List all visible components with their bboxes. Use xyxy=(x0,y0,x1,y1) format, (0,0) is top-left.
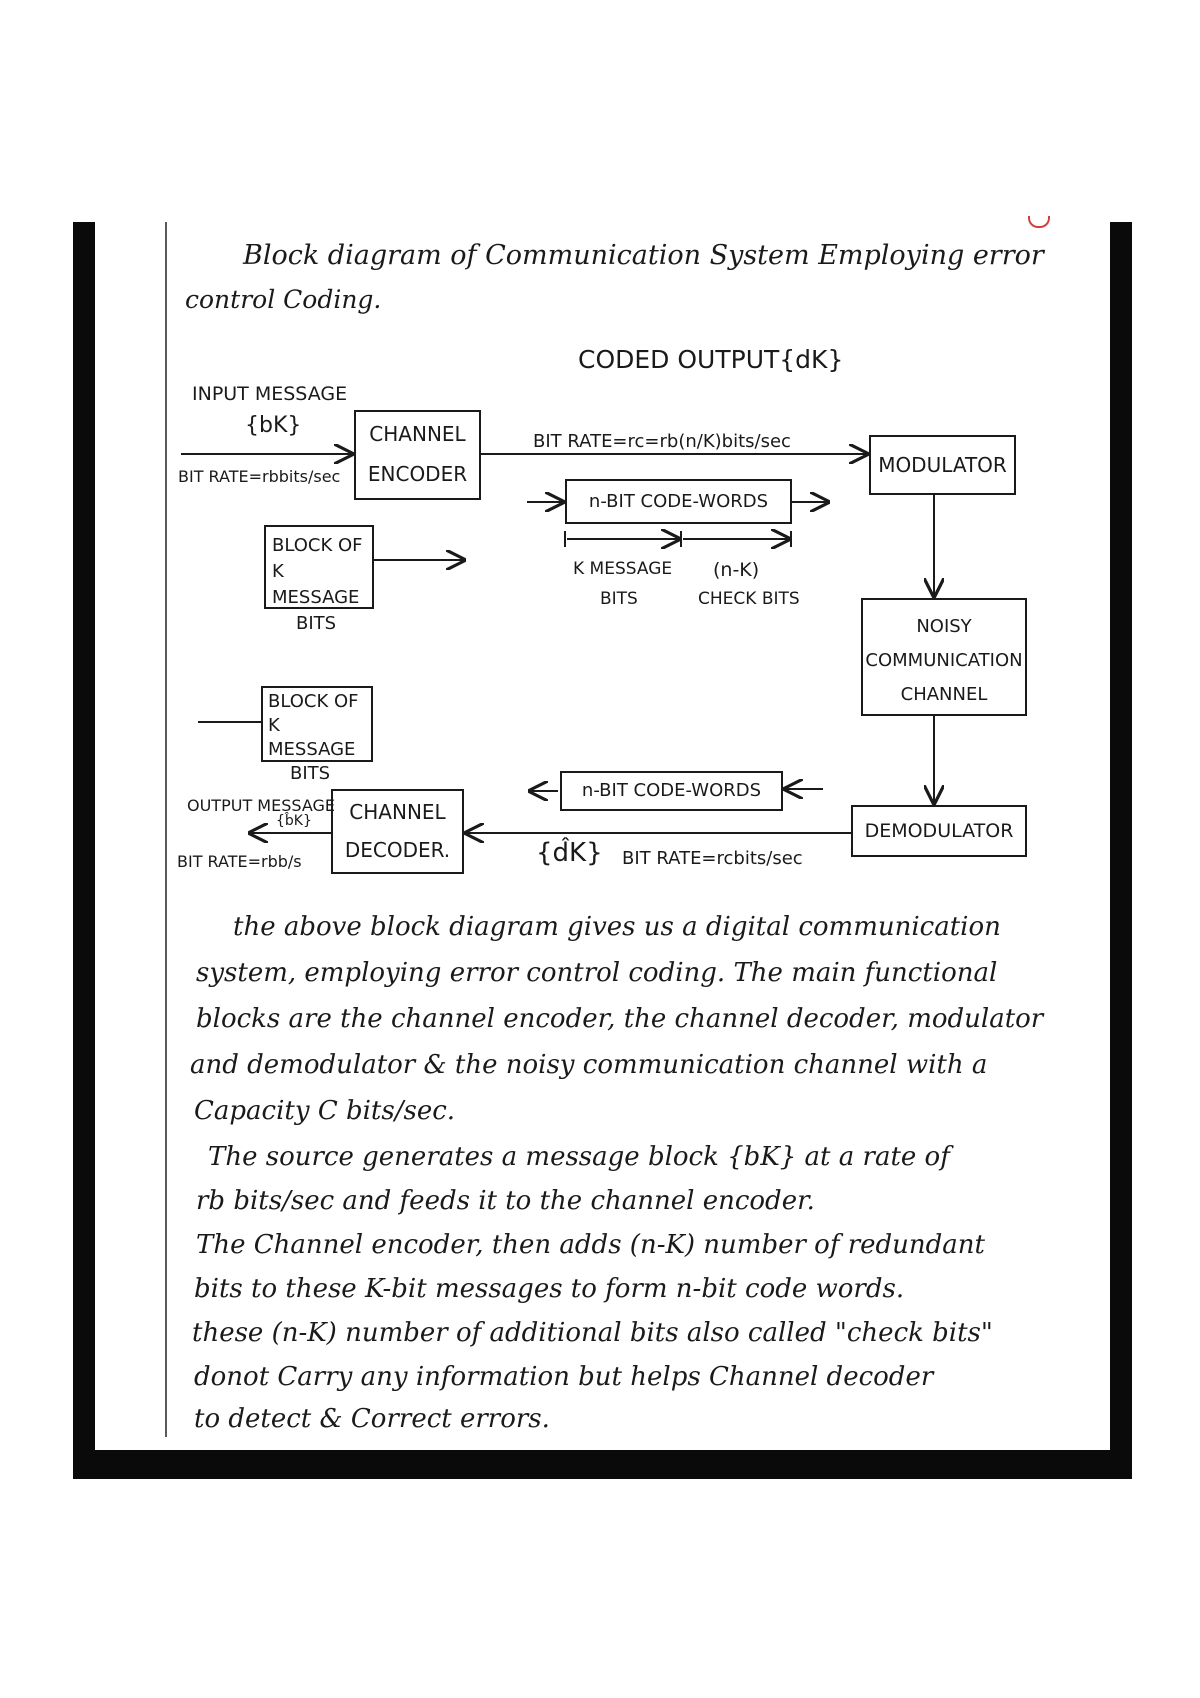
paragraph-line-4: and demodulator & the noisy communication channel with a xyxy=(190,1050,988,1080)
block-top-line3: BITS xyxy=(296,613,337,634)
k-message-label: K MESSAGE xyxy=(573,559,673,579)
demod-bit-rate-label: BIT RATE=rcbits/sec xyxy=(622,848,803,869)
title-line-2: control Coding. xyxy=(185,285,382,314)
paragraph-line-11: donot Carry any information but helps Channel decoder xyxy=(194,1362,934,1392)
paragraph-line-9: bits to these K-bit messages to form n-bit code words. xyxy=(194,1274,905,1304)
channel-line3: CHANNEL xyxy=(900,684,988,705)
paragraph-line-8: The Channel encoder, then adds (n-K) number of redundant xyxy=(196,1230,986,1260)
paragraph-line-6: The source generates a message block {bK} at a rate of xyxy=(208,1142,950,1172)
bits-label: BITS xyxy=(600,589,638,609)
block-top-line2: K MESSAGE xyxy=(272,561,360,608)
nbit-codewords-bottom-label: n-BIT CODE-WORDS xyxy=(581,780,762,801)
title-line-1: Block diagram of Communication System Employing error xyxy=(243,240,1044,271)
input-bk-label: {bK} xyxy=(245,413,302,438)
paragraph-line-5: Capacity C bits/sec. xyxy=(194,1096,456,1126)
channel-decoder-line1: CHANNEL xyxy=(349,800,446,824)
dk-hat-label: {d̂K} xyxy=(536,838,603,868)
output-bit-rate-label: BIT RATE=rbb/s xyxy=(177,852,302,871)
coded-output-label: CODED OUTPUT{dK} xyxy=(578,345,844,374)
paragraph-line-1: the above block diagram gives us a digital communication xyxy=(233,912,1001,942)
check-bits-label: CHECK BITS xyxy=(698,589,800,609)
block-bottom-line2: K MESSAGE xyxy=(268,715,356,760)
channel-encoder-line1: CHANNEL xyxy=(369,422,466,446)
output-message-label: OUTPUT MESSAGE xyxy=(187,796,335,815)
demodulator-label: DEMODULATOR xyxy=(864,820,1014,842)
input-message-label: INPUT MESSAGE xyxy=(192,383,348,405)
paragraph-line-7: rb bits/sec and feeds it to the channel encoder. xyxy=(196,1186,815,1216)
channel-line2: COMMUNICATION xyxy=(865,650,1023,671)
block-bottom-line3: BITS xyxy=(290,763,331,784)
input-bit-rate-label: BIT RATE=rbbits/sec xyxy=(178,467,341,486)
paragraph-line-3: blocks are the channel encoder, the channel decoder, modulator xyxy=(196,1004,1044,1034)
nbit-codewords-top-label: n-BIT CODE-WORDS xyxy=(588,491,769,512)
n-minus-k-label: (n-K) xyxy=(713,559,760,581)
channel-decoder-line2: DECODER. xyxy=(344,838,451,862)
paragraph-line-12: to detect & Correct errors. xyxy=(194,1404,550,1434)
modulator-label: MODULATOR xyxy=(878,453,1007,477)
block-top-line1: BLOCK OF xyxy=(272,535,363,556)
channel-line1: NOISY xyxy=(916,616,972,637)
paragraph-line-10: these (n-K) number of additional bits also called "check bits" xyxy=(192,1318,993,1348)
coded-bit-rate-label: BIT RATE=rc=rb(n/K)bits/sec xyxy=(533,431,791,452)
block-bottom-line1: BLOCK OF xyxy=(268,691,359,712)
channel-encoder-line2: ENCODER xyxy=(367,462,468,486)
paragraph-line-2: system, employing error control coding. The main functional xyxy=(196,958,998,988)
output-bk-label: {b̂K} xyxy=(276,813,312,829)
